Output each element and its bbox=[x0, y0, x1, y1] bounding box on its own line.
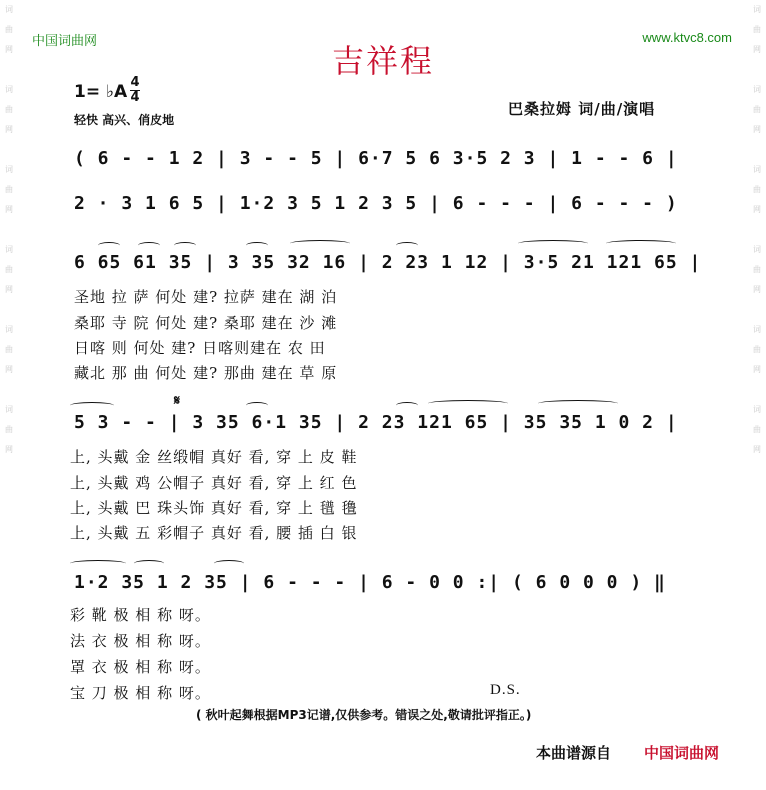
score-line-1: ( 6 - - 1 2 | 3 - - 5 | 6·7 5 6 3·5 2 3 | 1 - - 6 | bbox=[74, 148, 678, 169]
side-watermark-text: 词曲网 bbox=[5, 245, 13, 294]
side-watermark-text: 词曲网 bbox=[753, 85, 761, 134]
slur bbox=[518, 240, 588, 247]
side-watermark-text: 词曲网 bbox=[5, 85, 13, 134]
site-link-left[interactable]: 中国词曲网 bbox=[32, 33, 98, 48]
score-line-4: 5 3 - - | 3 35 6·1 35 | 2 23 121 65 | 35 35 1 0 2 | bbox=[74, 412, 678, 433]
lyric-line: 桑耶 寺 院 何处 建? 桑耶 建在 沙 滩 bbox=[74, 314, 338, 332]
lyric-line: 上, 头戴 鸡 公帽子 真好 看, 穿 上 红 色 bbox=[70, 474, 358, 492]
lyric-line: 日喀 则 何处 建? 日喀则建在 农 田 bbox=[74, 339, 326, 357]
time-signature-bottom: 4 bbox=[130, 90, 140, 105]
side-watermark-text: 词曲网 bbox=[5, 165, 13, 214]
side-watermark-text: 词曲网 bbox=[5, 5, 13, 54]
slur bbox=[70, 402, 114, 409]
side-watermark-text: 词曲网 bbox=[753, 325, 761, 374]
side-watermark-right bbox=[751, 0, 763, 790]
dal-segno-mark: D.S. bbox=[490, 682, 521, 698]
side-watermark-text: 词曲网 bbox=[5, 405, 13, 454]
slur bbox=[396, 242, 418, 249]
lyric-line: 宝 刀 极 相 称 呀。 bbox=[70, 684, 211, 702]
side-watermark-text: 词曲网 bbox=[753, 165, 761, 214]
slur bbox=[70, 560, 126, 567]
slur bbox=[134, 560, 164, 567]
lyric-line: 罩 衣 极 相 称 呀。 bbox=[70, 658, 211, 676]
score-line-5: 1·2 35 1 2 35 | 6 - - - | 6 - 0 0 :| ( 6 0 0 0 ) ‖ bbox=[74, 572, 666, 593]
lyric-line: 彩 靴 极 相 称 呀。 bbox=[70, 606, 211, 624]
slur bbox=[98, 242, 120, 249]
site-link-right[interactable]: www.ktvc8.com bbox=[642, 30, 732, 45]
side-watermark-text: 词曲网 bbox=[753, 405, 761, 454]
lyric-line: 上, 头戴 五 彩帽子 真好 看, 腰 插 白 银 bbox=[70, 524, 358, 542]
lyric-line: 法 衣 极 相 称 呀。 bbox=[70, 632, 211, 650]
song-credit: 巴桑拉姆 词/曲/演唱 bbox=[508, 100, 656, 118]
key-signature: 1= ♭A bbox=[74, 82, 128, 102]
side-watermark-left bbox=[3, 0, 15, 790]
slur bbox=[396, 402, 418, 409]
source-site-link[interactable]: 中国词曲网 bbox=[644, 744, 720, 762]
transcription-note: ( 秋叶起舞根据MP3记谱,仅供参考。错误之处,敬请批评指正。) bbox=[196, 708, 532, 722]
lyric-line: 藏北 那 曲 何处 建? 那曲 建在 草 原 bbox=[74, 364, 338, 382]
slur bbox=[138, 242, 160, 249]
slur bbox=[174, 242, 196, 249]
tempo-mood: 轻快 高兴、俏皮地 bbox=[74, 113, 175, 127]
lyric-line: 上, 头戴 金 丝缎帽 真好 看, 穿 上 皮 鞋 bbox=[70, 448, 358, 466]
slur bbox=[428, 400, 508, 407]
time-signature-top: 4 bbox=[130, 75, 140, 90]
side-watermark-text: 词曲网 bbox=[753, 245, 761, 294]
source-label: 本曲谱源自 bbox=[536, 744, 612, 762]
lyric-line: 上, 头戴 巴 珠头饰 真好 看, 穿 上 氆 氇 bbox=[70, 499, 358, 517]
score-line-2: 2 · 3 1 6 5 | 1·2 3 5 1 2 3 5 | 6 - - - | 6 - - - ) bbox=[74, 193, 678, 214]
slur bbox=[246, 402, 268, 409]
segno-icon: 𝄋 bbox=[174, 393, 181, 409]
side-watermark-text: 词曲网 bbox=[753, 5, 761, 54]
lyric-line: 圣地 拉 萨 何处 建? 拉萨 建在 湖 泊 bbox=[74, 288, 338, 306]
time-signature bbox=[130, 76, 140, 105]
song-title: 吉祥程 bbox=[331, 42, 434, 80]
slur bbox=[606, 240, 676, 247]
score-line-3: 6 65 61 35 | 3 35 32 16 | 2 23 1 12 | 3·5 21 121 65 | bbox=[74, 252, 702, 273]
slur bbox=[246, 242, 268, 249]
slur bbox=[538, 400, 618, 407]
slur bbox=[290, 240, 350, 247]
side-watermark-text: 词曲网 bbox=[5, 325, 13, 374]
slur bbox=[214, 560, 244, 567]
